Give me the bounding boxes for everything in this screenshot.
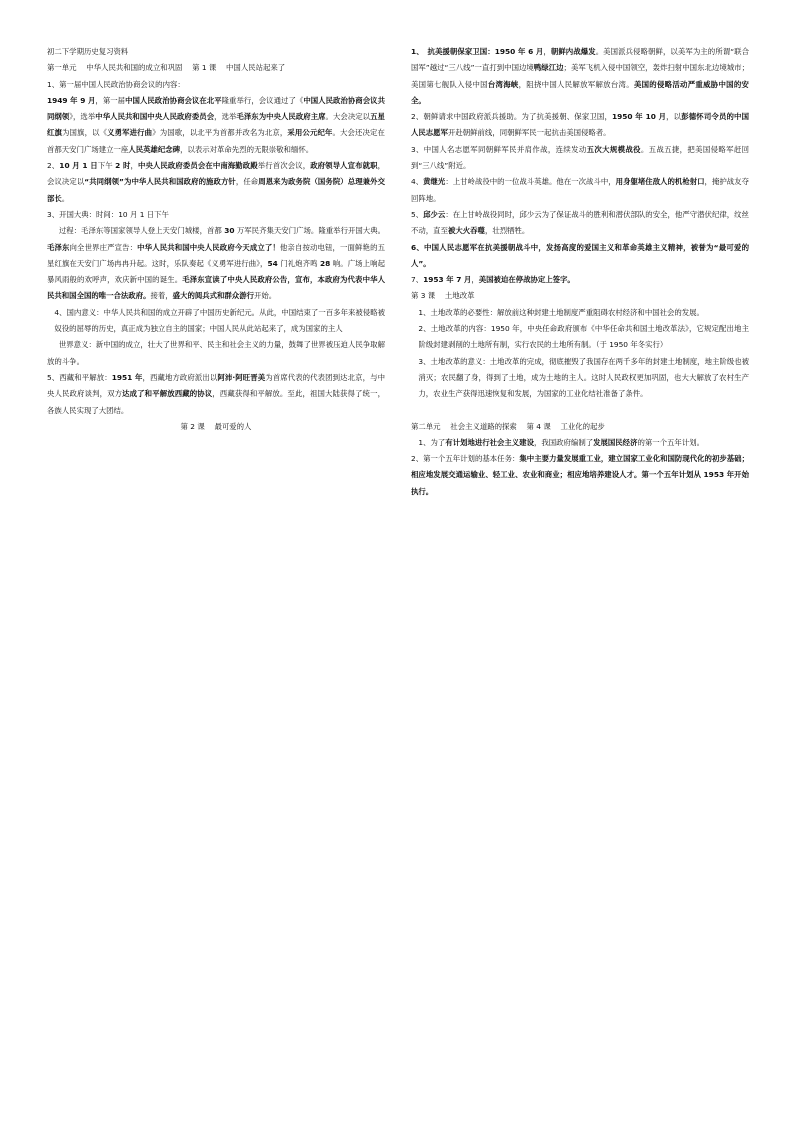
bold-text: “共同纲领”为中华人民共和国政府的施政方针: [84, 177, 236, 187]
text: ：在上甘岭战役同时，邱少云为了保证战斗的胜利和潜伏部队的安全，他严守潜伏纪律，纹丝不动，直至: [411, 209, 749, 236]
text: ，: [543, 47, 551, 56]
text: 。美国派兵侵略朝鲜，以美军为主的所谓“联合国军”越过“三八线”一直打到中国边境: [411, 47, 749, 73]
right-paragraph: [411, 44, 749, 109]
right-paragraph: [411, 240, 749, 273]
right-column: [411, 44, 749, 500]
bold-text: 人民英雄纪念碑: [128, 144, 181, 154]
text: 5、西藏和平解放：: [47, 372, 112, 382]
bold-text: 毛泽东: [47, 242, 70, 252]
bold-text: 达成了和平解放西藏的协议: [122, 389, 213, 399]
text: 接着，: [150, 291, 173, 301]
bold-text: 毛泽东为中央人民政府主席: [236, 112, 326, 122]
right-paragraph: [411, 354, 749, 403]
text: 开始。: [253, 291, 277, 301]
text: 5、: [411, 209, 424, 219]
text: 第 2 课 最可爱的人: [180, 421, 252, 431]
bold-text: 28: [320, 258, 331, 268]
text: 4、国内意义：中华人民共和国的成立开辟了中国历史新纪元。从此，中国结束了一百多年来被侵略被奴役的屈辱的历史，真正成为独立自主的国家；中国人民从此站起来了，成为国家的主人: [54, 307, 385, 334]
text: 。大会决定以: [325, 112, 371, 122]
left-paragraph: [47, 44, 385, 60]
text: ，任命: [235, 177, 259, 187]
text: 过程：毛泽东等国家领导人登上天安门城楼，首都: [58, 226, 225, 236]
bold-text: 1949 年 9 月: [47, 95, 96, 105]
bold-text: 中华人民共和国中央人民政府委员会: [95, 112, 215, 122]
text: ，壮烈牺牲。: [484, 226, 530, 236]
left-column: [47, 44, 385, 435]
bold-text: 1951 年: [111, 372, 143, 382]
text: ，: [471, 275, 479, 285]
text: 的第一个五年计划。: [637, 437, 704, 447]
bold-text: 54: [267, 258, 278, 268]
text: 1、第一届中国人民政治协商会议的内容：: [47, 79, 185, 89]
text: ，掩护战友夺回阵地。: [411, 177, 749, 203]
text: 为国旗，以《: [62, 128, 108, 138]
text: 1、土地改革的必要性：解放前这种封建土地制度严重阻碍农村经济和中国社会的发展。: [418, 307, 704, 317]
bold-text: 彭德怀司令员的中国人民志愿军: [411, 112, 749, 138]
bold-text: 五星红旗: [47, 112, 385, 138]
text: ，以表示对革命先烈的无限崇敬和缅怀。: [180, 144, 314, 154]
text: ，第一届: [95, 95, 126, 105]
right-paragraph: [411, 142, 749, 175]
text: 他亲自按动电钮，一面鲜艳的五星红旗在天安门广场冉冉升起。这时，乐队奏起《义勇军进行曲》，: [47, 242, 385, 268]
bold-text: 邱少云: [423, 209, 446, 219]
bold-text: 政府领导人宣布就职: [310, 161, 378, 171]
text: 第 3 课 土地改革: [411, 291, 475, 301]
bold-text: 发展国民经济: [593, 437, 638, 447]
bold-text: 义勇军进行曲: [107, 128, 153, 138]
text: ：上甘岭战役中的一位战斗英雄。他在一次战斗中，: [445, 177, 616, 187]
text: ，西藏获得和平解放。至此，祖国大陆获得了统一，各族人民实现了大团结。: [47, 389, 385, 415]
left-paragraph: [47, 207, 385, 223]
text: 世界意义：新中国的成立，壮大了世界和平、民主和社会主义的力量，鼓舞了世界被压迫人民争取解放的斗争。: [47, 340, 385, 366]
right-paragraph: [411, 321, 749, 354]
text: 3、土地改革的意义：土地改革的完成，彻底摧毁了我国存在两千多年的封建土地制度，地主阶级也被消灭；农民翻了身，得到了土地，成为土地的主人。这时人民政权更加巩固，也大大解放了农村生产力，农业生产获得迅速恢复和发展，为国家的工业化结社准备了条件。: [418, 356, 749, 399]
text: 2、: [47, 161, 60, 171]
bold-text: 30: [224, 226, 235, 236]
bold-text: 被大火吞噬: [447, 226, 485, 236]
text: 第一单元 中华人民共和国的成立和巩固 第 1 课 中国人民站起来了: [47, 63, 286, 73]
bold-text: 2 时: [115, 161, 131, 171]
text: 》，选举: [69, 112, 96, 122]
text: 。五战五捷，把美国侵略军赶回到“三八线”附近。: [411, 144, 749, 171]
bold-text: 6、中国人民志愿军在抗美援朝战斗中，发扬高度的爱国主义和革命英雄主义精神，被誉为“最可爱的人”。: [411, 242, 749, 268]
text: 3、中国人名志愿军同朝鲜军民并肩作战，连续发动: [411, 144, 587, 154]
left-paragraph: [47, 305, 385, 338]
right-paragraph: [411, 174, 749, 207]
text: 隆重举行，会议通过了《: [221, 95, 304, 105]
text: 》为国歌，以北平为首都并改名为北京，: [152, 128, 288, 138]
text: ，选举: [214, 112, 237, 122]
bold-text: 用身躯堵住敌人的机枪射口: [615, 177, 705, 187]
text: 门礼炮齐鸣: [277, 258, 321, 268]
left-paragraph: [47, 60, 385, 76]
right-paragraph: [411, 207, 749, 240]
text: 2、朝鲜请求中国政府派兵援助。为了抗美援朝、保家卫国，: [411, 112, 612, 122]
text: 1、为了: [418, 437, 446, 447]
text: 为首席代表的代表团到达北京，与中央人民政府谈判，双方: [47, 372, 385, 399]
text: ；美军飞机入侵中国领空，轰炸扫射中国东北边境城市；美国第七舰队入侵中国: [411, 63, 749, 89]
text: 第二单元 社会主义道路的探索 第 4 课 工业化的起步: [411, 421, 605, 431]
text: 响。广场上响起暴风雨般的欢呼声，欢庆新中国的诞生。: [47, 258, 385, 285]
left-paragraph: [47, 158, 385, 207]
right-paragraph: [411, 272, 749, 288]
text: ，以: [666, 112, 682, 122]
text: ，会议决定以: [47, 161, 385, 187]
bold-text: 台湾海峡: [487, 79, 519, 89]
right-paragraph: [411, 451, 749, 500]
text: 万军民齐集天安门广场。隆重举行开国大典。: [234, 226, 385, 236]
bold-text: 美国被迫在停战协定上签字。: [478, 275, 575, 285]
right-paragraph: [411, 288, 749, 304]
text: ，西藏地方政府派出以: [142, 372, 218, 382]
text: 3、开国大典：时间：10 月 1 日下午: [47, 209, 169, 219]
text: ，我国政府编制了: [533, 437, 594, 447]
right-paragraph: [411, 435, 749, 451]
bold-text: 有计划地进行社会主义建设: [445, 437, 534, 447]
left-paragraph: [47, 337, 385, 370]
bold-text: 第一个五年计划从 1953 年开始执行。: [411, 470, 749, 496]
bold-text: 1950 年 6 月: [494, 47, 544, 56]
bold-text: 朝鲜内战爆发: [550, 47, 596, 56]
text: 初二下学期历史复习资料: [47, 47, 129, 56]
text: 4、: [411, 177, 424, 187]
text: 开赴朝鲜前线，同朝鲜军民一起抗击美国侵略者。: [447, 128, 611, 138]
bold-text: 五次大规模战役: [586, 144, 641, 154]
bold-text: 毛泽东宣读了中央人民政府公告，宣布，本政府为代表中华人民共和国全国的唯一合法政府。: [47, 275, 385, 301]
left-paragraph: [47, 370, 385, 419]
bold-text: 鸭绿江边: [533, 63, 564, 73]
bold-text: 中华人民共和国中央人民政府今天成立了！: [137, 242, 280, 252]
text: 举行首次会议，: [257, 161, 311, 171]
bold-text: 10 月 1 日: [59, 161, 98, 171]
bold-text: 中国人民政治协商会议在北平: [125, 95, 222, 105]
text: 2、土地改革的内容：1950 年，中央任命政府颁布《中华任命共和国土地改革法》，它规定配出地主阶级封建剥削的土地所有制，实行农民的土地所有制。（于 1950 年冬实行）: [418, 324, 749, 350]
bold-text: 集中主要力量发展重工业，建立国家工业化和国防现代化的初步基础；相应地发展交通运输业、轻工业、农业和商业；相应地培养建设人才。: [411, 454, 749, 480]
bold-text: 黄继光: [423, 177, 446, 187]
bold-text: 采用公元纪年: [287, 128, 333, 138]
text: ，: [130, 161, 138, 171]
right-paragraph: [411, 109, 749, 142]
text: 。: [61, 193, 70, 203]
text: 下午: [97, 161, 116, 171]
bold-text: 美国的侵略活动严重威胁中国的安全。: [411, 79, 749, 105]
text: 。大会还决定在首都天安门广场建立一座: [47, 128, 385, 154]
left-paragraph: [47, 77, 385, 93]
bold-text: 1953 年 7 月: [423, 275, 472, 285]
right-paragraph: [411, 419, 749, 435]
left-paragraph: [47, 419, 385, 435]
text: 向全世界庄严宣告：: [69, 242, 138, 252]
bold-text: 阿沛·阿旺晋美: [217, 372, 266, 382]
left-paragraph: [47, 93, 385, 158]
bold-text: 1、 抗美援朝保家卫国：: [411, 47, 495, 56]
text: ，阻挠中国人民解放军解放台湾。: [518, 79, 634, 89]
right-paragraph: [411, 305, 749, 321]
bold-text: 1950 年 10 月: [612, 112, 667, 122]
bold-text: 周恩来为政务院（国务院）总理兼外交部长: [47, 177, 385, 203]
text: 7、: [411, 275, 424, 285]
text: 2、第一个五年计划的基本任务：: [411, 454, 520, 464]
bold-text: 中央人民政府委员会在中南海勤政殿: [137, 161, 258, 171]
left-paragraph: [47, 223, 385, 304]
bold-text: 盛大的阅兵式和群众游行: [172, 291, 254, 301]
bold-text: 中国人民政治协商会议共同纲领: [47, 95, 385, 122]
